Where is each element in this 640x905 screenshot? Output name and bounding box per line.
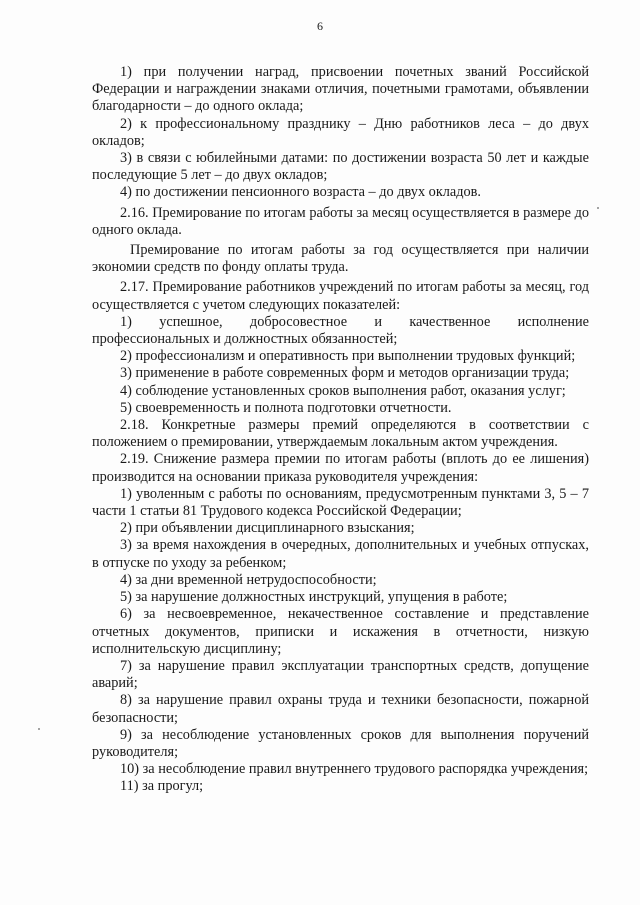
paragraph: 5) своевременность и полнота подготовки отчетности.	[120, 399, 452, 416]
paragraph: 1) при получении наград, присвоении почетных званий Российской Федерации и награждении знаками отличия, почетными грамотами, объявлении благодарности – до одного оклада;	[92, 64, 589, 115]
paragraph: 1) успешное, добросовестное и качественное исполнение профессиональных и должностных обязанностей;	[92, 313, 589, 348]
paragraph: 8) за нарушение правил охраны труда и техники безопасности, пожарной безопасности;	[92, 692, 589, 726]
paragraph: 2) при объявлении дисциплинарного взыскания;	[120, 520, 415, 537]
paragraph: 3) за время нахождения в очередных, дополнительных и учебных отпусках, в отпуске по уходу за ребенком;	[92, 537, 589, 571]
scan-speck	[597, 207, 599, 209]
paragraph: 7) за нарушение правил эксплуатации транспортных средств, допущение аварий;	[92, 657, 589, 692]
paragraph: 2) профессионализм и оперативность при выполнении трудовых функций;	[120, 348, 576, 365]
paragraph: 2.18. Конкретные размеры премий определяются в соответствии с положением о премировании, утверждаемым локальным актом учреждения.	[92, 417, 589, 451]
paragraph: 6) за несвоевременное, некачественное составление и представление отчетных документов, приписки и искажения в отчетности, низкую исполнительскую дисциплину;	[92, 606, 589, 657]
paragraph: 5) за нарушение должностных инструкций, упущения в работе;	[120, 589, 508, 606]
paragraph: 9) за несоблюдение установленных сроков для выполнения поручений руководителя;	[92, 726, 589, 760]
paragraph: 4) по достижении пенсионного возраста – до двух окладов.	[120, 184, 481, 201]
page-number: 6	[317, 19, 323, 33]
paragraph: 4) за дни временной нетрудоспособности;	[120, 571, 377, 588]
paragraph: 3) применение в работе современных форм и методов организации труда;	[120, 365, 570, 382]
paragraph: 1) уволенным с работы по основаниям, предусмотренным пунктами 3, 5 – 7 части 1 статьи 81 Трудового кодекса Российской Федерации;	[92, 485, 589, 520]
paragraph: 2) к профессиональному празднику – Дню работников леса – до двух окладов;	[92, 115, 589, 149]
paragraph: 2.16. Премирование по итогам работы за месяц осуществляется в размере до одного оклада.	[92, 204, 589, 238]
document-body	[92, 64, 589, 796]
scan-speck	[38, 728, 40, 730]
paragraph: 11) за прогул;	[120, 778, 204, 795]
paragraph: 3) в связи с юбилейными датами: по достижении возраста 50 лет и каждые последующие 5 лет – до двух окладов;	[92, 150, 589, 184]
paragraph: 2.19. Снижение размера премии по итогам работы (вплоть до ее лишения) производится на основании приказа руководителя учреждения:	[92, 451, 589, 485]
paragraph: 2.17. Премирование работников учреждений по итогам работы за месяц, год осуществляется с учетом следующих показателей:	[92, 279, 589, 313]
paragraph: 4) соблюдение установленных сроков выполнения работ, оказания услуг;	[120, 382, 566, 399]
paragraph: Премирование по итогам работы за год осуществляется при наличии экономии средств по фонду оплаты труда.	[92, 242, 589, 276]
paragraph: 10) за несоблюдение правил внутреннего трудового распорядка учреждения;	[120, 761, 589, 778]
